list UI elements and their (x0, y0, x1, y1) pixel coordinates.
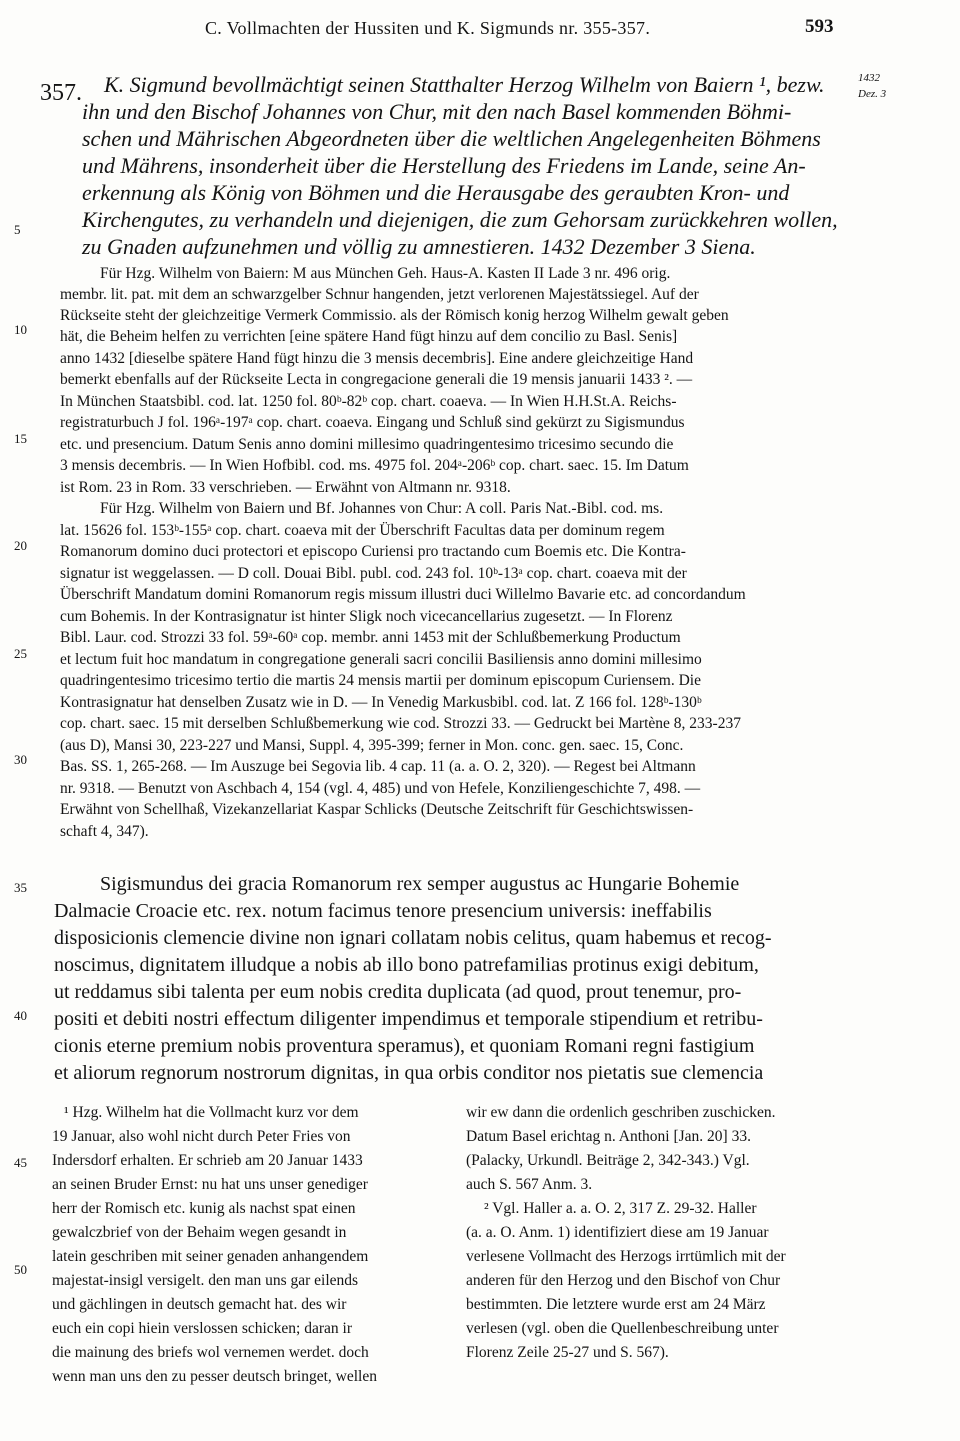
running-head: C. Vollmachten der Hussiten und K. Sigmunds nr. 355-357. (205, 18, 651, 38)
apparatus-line: registraturbuch J fol. 196ᵃ-197ᵃ cop. chart. coaeva. Eingang und Schluß sind gekürzt zu Sigismundus (60, 414, 685, 431)
text-line: et aliorum regnorum nostrorum dignitas, in qua orbis conditor nos pietatis sue clemencia (54, 1062, 764, 1084)
footnote-line: verlesen (vgl. oben die Quellenbeschreibung unter (466, 1320, 779, 1337)
footnote-line: ¹ Hzg. Wilhelm hat die Vollmacht kurz vor dem (64, 1104, 359, 1121)
line-number-15: 15 (14, 431, 27, 446)
text-line: ut reddamus sibi talenta per eum nobis credita duplicata (ad quod, prout tenemur, pro- (54, 981, 742, 1003)
footnote-line: die mainung des briefs wol vernemen werdet. doch (52, 1344, 369, 1361)
apparatus-line: Kontrasignatur hat denselben Zusatz wie in D. — In Venedig Markusbibl. cod. lat. Z 166 fol. 128ᵇ-130ᵇ (60, 694, 702, 711)
apparatus-line: Für Hzg. Wilhelm von Baiern: M aus München Geh. Haus-A. Kasten II Lade 3 nr. 496 orig. (100, 265, 671, 282)
regest-line: K. Sigmund bevollmächtigt seinen Statthalter Herzog Wilhelm von Baiern ¹, bezw. (104, 72, 825, 97)
apparatus-line: Erwähnt von Schellhaß, Vizekanzellariat Kaspar Schlicks (Deutsche Zeitschrift für Geschichtswissen- (60, 801, 694, 818)
apparatus-line: ist Rom. 23 in Rom. 33 verschrieben. — Erwähnt von Altmann nr. 9318. (60, 479, 511, 496)
footnote-line: anderen für den Herzog und den Bischof von Chur (466, 1272, 781, 1289)
footnote-line: herr der Romisch etc. kunig als nachst spat einen (52, 1200, 356, 1217)
regest-line: zu Gnaden aufzunehmen und völlig zu amnestieren. 1432 Dezember 3 Siena. (82, 234, 756, 259)
apparatus-line: anno 1432 [dieselbe spätere Hand fügt hinzu die 3 mensis decembris]. Eine andere gleichzeitige Hand (60, 350, 694, 367)
footnote-line: bestimmten. Die letztere wurde erst am 24 März (466, 1296, 766, 1313)
text-line: disposicionis clemencie divine non ignari collatam nobis celitus, quam habemus et recog- (54, 927, 772, 949)
footnote-line: Indersdorf erhalten. Er schrieb am 20 Januar 1433 (52, 1152, 363, 1169)
text-line: Dalmacie Croacie etc. rex. notum facimus tenore presencium universis: ineffabilis (54, 900, 712, 922)
apparatus-line: Rückseite steht der gleichzeitige Vermerk Commissio. als der Römisch konig herzog Wilhelm gewalt geben (60, 307, 729, 324)
line-number-40: 40 (14, 1008, 27, 1023)
apparatus-line: Romanorum domino duci protectori et episcopo Curiensi pro tractando cum Boemis etc. Die Kontra- (60, 543, 686, 560)
line-number-35: 35 (14, 880, 27, 895)
apparatus-line: lat. 15626 fol. 153ᵇ-155ᵃ cop. chart. coaeva mit der Überschrift Facultas data per dominum regem (60, 522, 665, 539)
footnote-line: ² Vgl. Haller a. a. O. 2, 317 Z. 29-32. Haller (484, 1200, 757, 1217)
line-number-30: 30 (14, 752, 27, 767)
apparatus-line: signatur ist weggelassen. — D coll. Douai Bibl. publ. cod. 243 fol. 10ᵇ-13ᵃ cop. chart. coaeva mit der (60, 565, 687, 582)
apparatus-line: (aus D), Mansi 30, 223-227 und Mansi, Suppl. 4, 395-399; ferner in Mon. conc. gen. saec. 15, Conc. (60, 737, 684, 754)
regest-line: Kirchengutes, zu verhandeln und diejenigen, die zum Gehorsam zurückkehren wollen, (82, 207, 838, 232)
line-number-50: 50 (14, 1262, 27, 1277)
regest-line: und Mährens, insonderheit über die Herstellung des Friedens im Lande, seine An- (82, 153, 806, 178)
regest-line: ihn und den Bischof Johannes von Chur, mit den nach Basel kommenden Böhmi- (82, 99, 792, 124)
margin-year: 1432 (858, 72, 880, 84)
text-line: cionis eterne premium nobis proventura speramus), et quoniam Romani regni fastigium (54, 1035, 755, 1057)
text-line: Sigismundus dei gracia Romanorum rex semper augustus ac Hungarie Bohemie (100, 873, 740, 895)
line-number-25: 25 (14, 646, 27, 661)
text-line: noscimus, dignitatem illudque a nobis ab illo bono patrefamilias protinus exigi debitum, (54, 954, 759, 976)
footnote-line: (a. a. O. Anm. 1) identifiziert diese am 19 Januar (466, 1224, 769, 1241)
margin-date: Dez. 3 (858, 88, 887, 100)
apparatus-line: cop. chart. saec. 15 mit derselben Schlußbemerkung wie cod. Strozzi 33. — Gedruckt bei Martène 8, 233-237 (60, 715, 741, 732)
footnote-line: euch ein copi hiein verslossen schicken; daran ir (52, 1320, 352, 1337)
apparatus-line: quadringentesimo tricesimo tertio die martis 24 mensis martii per dominum episcopum Curiensem. Die (60, 672, 701, 689)
regest-line: erkennung als König von Böhmen und die Herausgabe des geraubten Kron- und (82, 180, 790, 205)
apparatus-line: et lectum fuit hoc mandatum in congregatione generali sacri concilii Basiliensis anno domini millesimo (60, 651, 702, 668)
footnote-line: majestat-insigl versigelt. den man uns gar eilends (52, 1272, 359, 1289)
apparatus-line: etc. und presencium. Datum Senis anno domini millesimo quadringentesimo tricesimo secundo die (60, 436, 674, 453)
apparatus-line: cum Bohemis. In der Kontrasignatur ist hinter Sligk noch vicecancellarius zugesetzt. — In Florenz (60, 608, 673, 625)
apparatus-line: Bibl. Laur. cod. Strozzi 33 fol. 59ᵃ-60ᵃ cop. membr. anni 1453 mit der Schlußbemerkung Productum (60, 629, 681, 646)
line-number-20: 20 (14, 538, 27, 553)
apparatus-line: 3 mensis decembris. — In Wien Hofbibl. cod. ms. 4975 fol. 204ᵃ-206ᵇ cop. chart. saec. 15. Im Datum (60, 457, 689, 474)
apparatus-line: bemerkt ebenfalls auf der Rückseite Lecta in congregacione generali die 19 mensis januarii 1433 ². — (60, 371, 693, 388)
apparatus-line: Für Hzg. Wilhelm von Baiern und Bf. Johannes von Chur: A coll. Paris Nat.-Bibl. cod. ms. (100, 500, 664, 517)
apparatus-line: In München Staatsbibl. cod. lat. 1250 fol. 80ᵇ-82ᵇ cop. chart. coaeva. — In Wien H.H.St.A. Reichs- (60, 393, 677, 410)
apparatus-line: Überschrift Mandatum domini Romanorum regis missum illustri duci Willelmo Bavarie etc. ad concordandum (60, 586, 746, 603)
footnote-line: und gächlingen in deutsch gemacht hat. des wir (52, 1296, 347, 1313)
apparatus-line: schaft 4, 347). (60, 823, 149, 840)
apparatus-line: nr. 9318. — Benutzt von Aschbach 4, 154 (vgl. 4, 485) und von Hefele, Konziliengeschichte 7, 498. — (60, 780, 701, 797)
page-number: 593 (805, 16, 834, 37)
footnote-line: an seinen Bruder Ernst: nu hat uns unser genediger (52, 1176, 368, 1193)
footnote-line: verlesene Vollmacht des Herzogs irrtümlich mit der (466, 1248, 786, 1265)
footnote-line: Datum Basel erichtag n. Anthoni [Jan. 20] 33. (466, 1128, 751, 1145)
footnote-line: (Palacky, Urkundl. Beiträge 2, 342-343.) Vgl. (466, 1152, 750, 1169)
footnote-line: latein geschriben mit seiner genaden anhangendem (52, 1248, 369, 1265)
document-number: 357. (40, 80, 82, 106)
footnote-line: Florenz Zeile 25-27 und S. 567). (466, 1344, 669, 1361)
line-number-5: 5 (14, 222, 21, 237)
apparatus-line: hät, die Beheim helfen zu verrichten [eine spätere Hand fügt hinzu auf dem concilio zu Basl. Senis] (60, 328, 678, 345)
regest-line: schen und Mährischen Abgeordneten über die weltlichen Angelegenheiten Böhmens (82, 126, 821, 151)
footnote-line: 19 Januar, also wohl nicht durch Peter Fries von (52, 1128, 351, 1145)
page-header (0, 14, 960, 44)
text-line: positi et debiti nostri effectum diligenter impendimus et temporale stipendium et retribu- (54, 1008, 763, 1030)
footnote-line: auch S. 567 Anm. 3. (466, 1176, 593, 1193)
apparatus-line: membr. lit. pat. mit dem an schwarzgelber Schnur hangenden, jetzt verlorenen Majestätssiegel. Auf der (60, 286, 699, 303)
footnote-line: wenn man uns den zu pesser deutsch bringet, wellen (52, 1368, 377, 1385)
footnote-line: wir ew dann die ordenlich geschriben zuschicken. (466, 1104, 776, 1121)
line-number-45: 45 (14, 1155, 27, 1170)
footnote-line: gewalczbrief von der Behaim wegen gesandt in (52, 1224, 347, 1241)
apparatus-line: Bas. SS. 1, 265-268. — Im Auszuge bei Segovia lib. 4 cap. 11 (a. a. O. 2, 320). — Regest bei Altmann (60, 758, 696, 775)
line-number-10: 10 (14, 322, 27, 337)
